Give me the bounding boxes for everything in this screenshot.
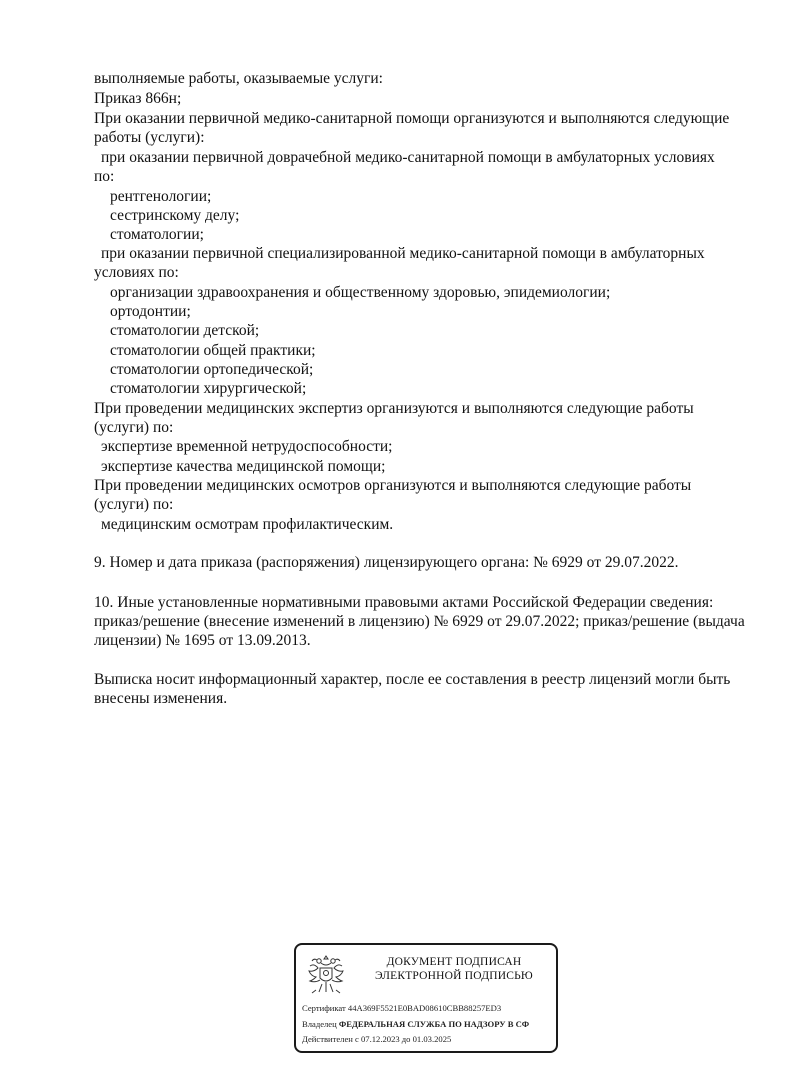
- electronic-signature-stamp: [294, 943, 558, 1053]
- certificate-line: [302, 1003, 501, 1014]
- other-info-line: приказ/решение (внесение изменений в лицензию) № 6929 от 29.07.2022; приказ/решение (выдача: [94, 613, 745, 630]
- text-line: организации здравоохранения и общественному здоровью, эпидемиологии;: [110, 284, 611, 301]
- validity-line: Действителен с 07.12.2023 до 01.03.2025: [302, 1034, 452, 1044]
- owner-label: Владелец: [302, 1019, 337, 1029]
- license-order-line: 9. Номер и дата приказа (распоряжения) лицензирующего органа: № 6929 от 29.07.2022.: [94, 554, 679, 571]
- text-line: (услуги) по:: [94, 419, 174, 436]
- text-line: Приказ 866н;: [94, 90, 182, 107]
- disclaimer-line: Выписка носит информационный характер, после ее составления в реестр лицензий могли быть: [94, 671, 731, 688]
- other-info-line: 10. Иные установленные нормативными правовыми актами Российской Федерации сведения:: [94, 594, 714, 611]
- text-line: При проведении медицинских экспертиз организуются и выполняются следующие работы: [94, 400, 694, 417]
- text-line: по:: [94, 168, 115, 185]
- certificate-label: Сертификат: [302, 1003, 346, 1013]
- stamp-subtitle: ЭЛЕКТРОННОЙ ПОДПИСЬЮ: [375, 970, 533, 982]
- text-line: стоматологии хирургической;: [110, 380, 307, 397]
- text-line: выполняемые работы, оказываемые услуги:: [94, 70, 383, 87]
- stamp-title: ДОКУМЕНТ ПОДПИСАН: [386, 956, 522, 968]
- text-line: стоматологии детской;: [110, 322, 260, 339]
- certificate-value: 44A369F5521E0BAD08610CBB88257ED3: [347, 1003, 502, 1013]
- text-line: стоматологии общей практики;: [110, 342, 316, 359]
- text-line: работы (услуги):: [94, 129, 205, 146]
- text-line: При оказании первичной медико-санитарной помощи организуются и выполняются следующие: [94, 110, 730, 127]
- owner-value: ФЕДЕРАЛЬНАЯ СЛУЖБА ПО НАДЗОРУ В СФ: [338, 1019, 530, 1029]
- double-headed-eagle-icon: [306, 952, 346, 996]
- text-line: экспертизе качества медицинской помощи;: [101, 458, 386, 475]
- text-line: сестринскому делу;: [110, 207, 240, 224]
- text-line: (услуги) по:: [94, 496, 174, 513]
- other-info-line: лицензии) № 1695 от 13.09.2013.: [94, 632, 311, 649]
- text-line: условиях по:: [94, 264, 179, 281]
- text-line: стоматологии;: [110, 226, 204, 243]
- text-line: при оказании первичной доврачебной медико-санитарной помощи в амбулаторных условиях: [101, 149, 715, 166]
- text-line: ортодонтии;: [110, 303, 191, 320]
- text-line: медицинским осмотрам профилактическим.: [101, 516, 394, 533]
- text-line: рентгенологии;: [110, 188, 212, 205]
- text-line: стоматологии ортопедической;: [110, 361, 314, 378]
- owner-line: [302, 1019, 529, 1030]
- text-line: экспертизе временной нетрудоспособности;: [101, 438, 393, 455]
- text-line: при оказании первичной специализированной медико-санитарной помощи в амбулаторных: [101, 245, 705, 262]
- disclaimer-line: внесены изменения.: [94, 690, 228, 707]
- text-line: При проведении медицинских осмотров организуются и выполняются следующие работы: [94, 477, 692, 494]
